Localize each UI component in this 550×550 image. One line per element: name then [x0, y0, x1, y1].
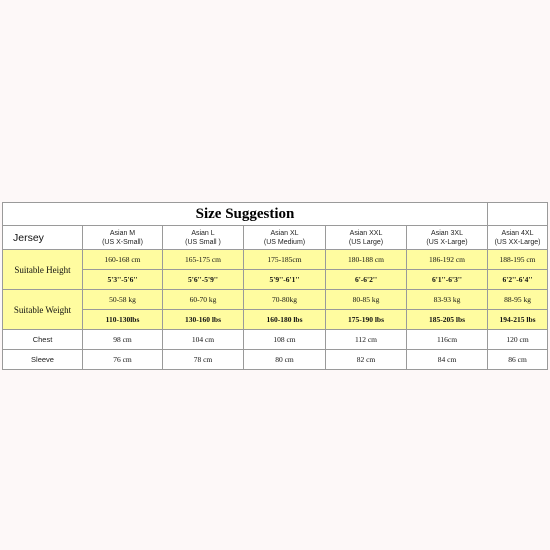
table-cell: 6'2''-6'4''	[488, 270, 548, 290]
size-header-xxl: Asian XXL (US Large)	[326, 226, 407, 250]
table-cell: 185-205 lbs	[407, 310, 488, 330]
suitable-weight-label: Suitable Weight	[3, 290, 83, 330]
table-cell: 88-95 kg	[488, 290, 548, 310]
size-header-row	[3, 226, 548, 250]
title-row	[3, 203, 548, 226]
title-blank-cell	[488, 203, 548, 226]
table-cell: 165-175 cm	[163, 250, 244, 270]
table-cell: 78 cm	[163, 350, 244, 370]
table-cell: 112 cm	[326, 330, 407, 350]
table-cell: 70-80kg	[244, 290, 326, 310]
table-cell: 98 cm	[83, 330, 163, 350]
weight-kg-row	[3, 290, 548, 310]
table-cell: 110-130lbs	[83, 310, 163, 330]
size-header-3xl: Asian 3XL (US X-Large)	[407, 226, 488, 250]
table-cell: 80-85 kg	[326, 290, 407, 310]
table-cell: 5'9''-6'1''	[244, 270, 326, 290]
chest-label: Chest	[3, 330, 83, 350]
suitable-height-label: Suitable Height	[3, 250, 83, 290]
sleeve-label: Sleeve	[3, 350, 83, 370]
table-cell: 82 cm	[326, 350, 407, 370]
table-cell: 86 cm	[488, 350, 548, 370]
table-cell: 104 cm	[163, 330, 244, 350]
table-cell: 84 cm	[407, 350, 488, 370]
table-cell: 188-195 cm	[488, 250, 548, 270]
height-cm-row	[3, 250, 548, 270]
table-cell: 5'6''-5'9''	[163, 270, 244, 290]
table-cell: 130-160 lbs	[163, 310, 244, 330]
table-cell: 108 cm	[244, 330, 326, 350]
table-cell: 6'-6'2''	[326, 270, 407, 290]
table-cell: 5'3''-5'6''	[83, 270, 163, 290]
table-cell: 186-192 cm	[407, 250, 488, 270]
table-cell: 83-93 kg	[407, 290, 488, 310]
weight-lbs-row	[3, 310, 548, 330]
table-cell: 175-185cm	[244, 250, 326, 270]
size-header-4xl: Asian 4XL (US XX-Large)	[488, 226, 548, 250]
table-cell: 50-58 kg	[83, 290, 163, 310]
table-cell: 175-190 lbs	[326, 310, 407, 330]
table-cell: 194-215 lbs	[488, 310, 548, 330]
table-cell: 76 cm	[83, 350, 163, 370]
table-cell: 60-70 kg	[163, 290, 244, 310]
size-header-l: Asian L (US Small )	[163, 226, 244, 250]
size-header-m: Asian M (US X-Small)	[83, 226, 163, 250]
table-cell: 120 cm	[488, 330, 548, 350]
height-ft-row	[3, 270, 548, 290]
sleeve-row	[3, 350, 548, 370]
table-cell: 180-188 cm	[326, 250, 407, 270]
table-cell: 160-180 lbs	[244, 310, 326, 330]
size-suggestion-table	[2, 202, 548, 370]
table-cell: 80 cm	[244, 350, 326, 370]
table-cell: 6'1''-6'3''	[407, 270, 488, 290]
table-title: Size Suggestion	[3, 203, 488, 226]
size-header-xl: Asian XL (US Medium)	[244, 226, 326, 250]
jersey-label: Jersey	[3, 226, 83, 250]
table-cell: 116cm	[407, 330, 488, 350]
table-cell: 160-168 cm	[83, 250, 163, 270]
chest-row	[3, 330, 548, 350]
